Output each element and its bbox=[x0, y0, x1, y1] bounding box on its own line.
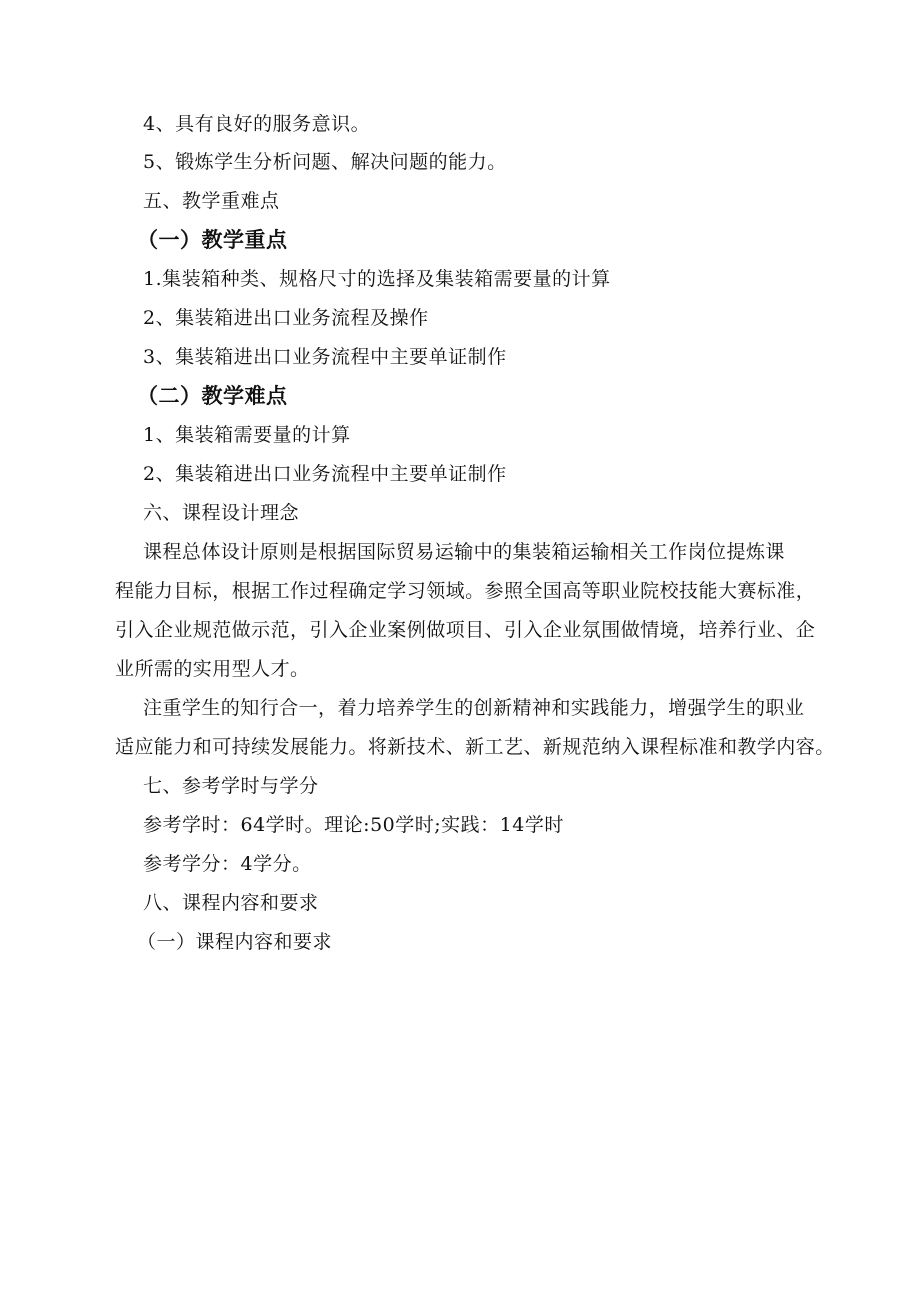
difficulty-item-2: 2、集装箱进出口业务流程中主要单证制作 bbox=[143, 463, 507, 485]
design-para1-line-4: 业所需的实用型人才。 bbox=[115, 658, 310, 680]
section-7-heading: 七、参考学时与学分 bbox=[143, 775, 319, 797]
section-6-heading: 六、课程设计理念 bbox=[143, 502, 300, 524]
design-para2-line-1: 注重学生的知行合一，着力培养学生的创新精神和实践能力，增强学生的职业 bbox=[143, 697, 805, 719]
difficulty-item-1: 1、集装箱需要量的计算 bbox=[143, 424, 351, 446]
section-5-sub1-heading: （一）教学重点 bbox=[137, 228, 288, 252]
design-para1-line-3: 引入企业规范做示范，引入企业案例做项目、引入企业氛围做情境，培养行业、企 bbox=[115, 619, 816, 641]
goal-item-4: 4、具有良好的服务意识。 bbox=[143, 113, 371, 135]
section-5-sub2-heading: （二）教学难点 bbox=[137, 384, 288, 408]
key-point-item-2: 2、集装箱进出口业务流程及操作 bbox=[143, 307, 429, 329]
goal-item-5: 5、锻炼学生分析问题、解决问题的能力。 bbox=[143, 151, 507, 173]
reference-hours: 参考学时：64学时。理论:50学时;实践：14学时 bbox=[143, 814, 564, 836]
design-para2-line-2: 适应能力和可持续发展能力。将新技术、新工艺、新规范纳入课程标准和教学内容。 bbox=[115, 736, 835, 758]
section-8-sub1-heading: （一）课程内容和要求 bbox=[137, 931, 333, 953]
key-point-item-1: 1.集装箱种类、规格尺寸的选择及集装箱需要量的计算 bbox=[143, 268, 611, 290]
design-para1-line-2: 程能力目标，根据工作过程确定学习领域。参照全国高等职业院校技能大赛标准， bbox=[115, 580, 816, 602]
design-para1-line-1: 课程总体设计原则是根据国际贸易运输中的集装箱运输相关工作岗位提炼课 bbox=[143, 541, 785, 563]
section-8-heading: 八、课程内容和要求 bbox=[143, 892, 319, 914]
key-point-item-3: 3、集装箱进出口业务流程中主要单证制作 bbox=[143, 346, 507, 368]
reference-credits: 参考学分：4学分。 bbox=[143, 853, 312, 875]
section-5-heading: 五、教学重难点 bbox=[143, 190, 280, 212]
